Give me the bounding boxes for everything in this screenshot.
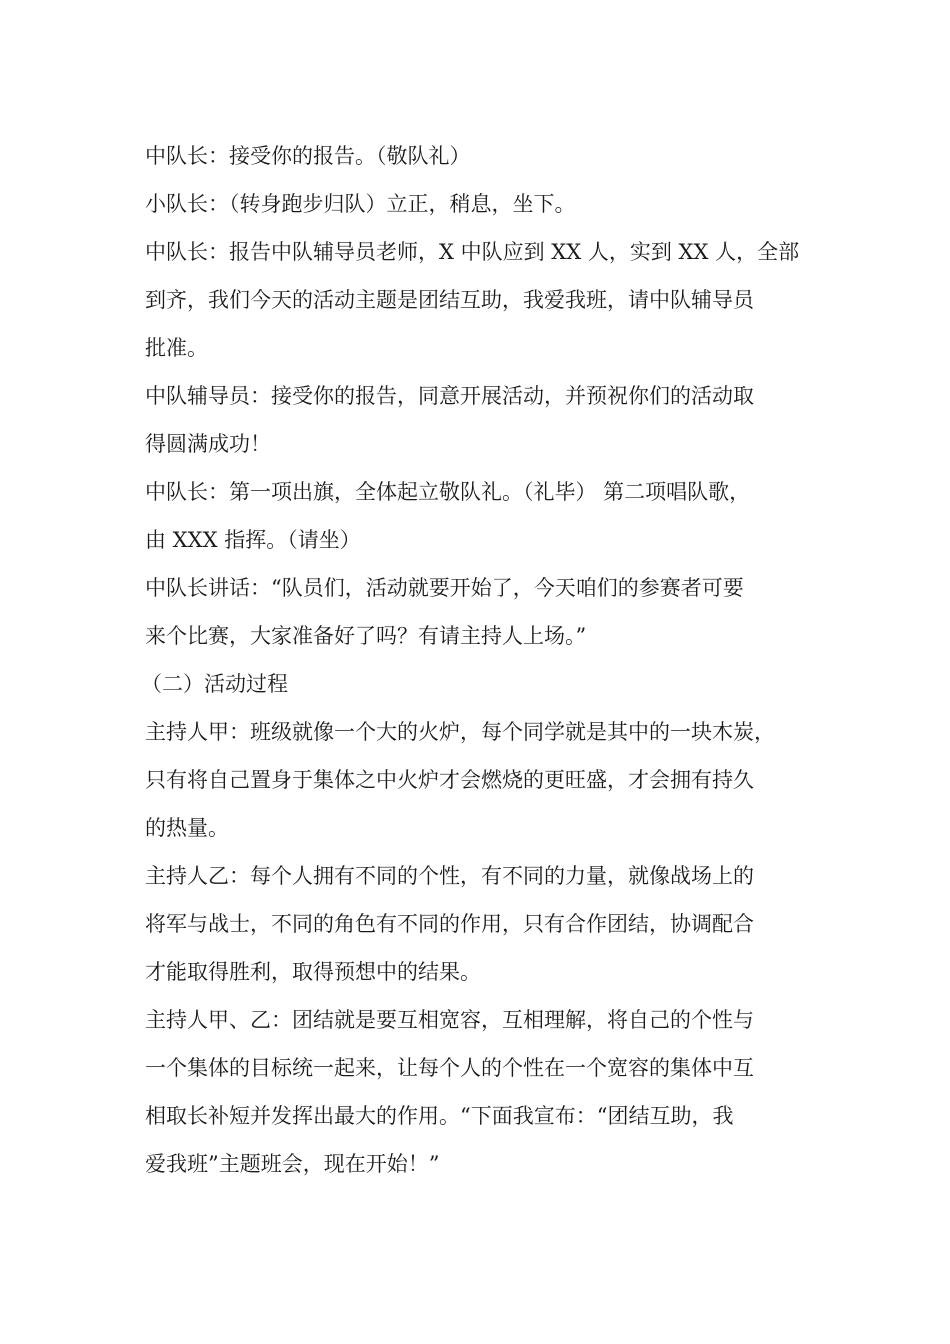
text-line: 将军与战士，不同的角色有不同的作用，只有合作团结，协调配合 [145,912,754,936]
text-line: 到齐，我们今天的活动主题是团结互助，我爱我班，请中队辅导员 [145,288,754,312]
text-line: 由 XXX 指挥。（请坐） [145,528,361,552]
text-line: 主持人乙：每个人拥有不同的个性，有不同的力量，就像战场上的 [145,864,754,888]
text-line: 只有将自己置身于集体之中火炉才会燃烧的更旺盛，才会拥有持久 [145,768,754,792]
text-line: 小队长：（转身跑步归队）立正，稍息，坐下。 [145,192,576,216]
text-line: 中队长：报告中队辅导员老师，X 中队应到 XX 人，实到 XX 人，全部 [145,240,800,264]
text-line: 中队长：接受你的报告。（敬队礼） [145,144,471,168]
text-line: 主持人甲：班级就像一个大的火炉，每个同学就是其中的一块木炭， [145,720,775,744]
text-line: 才能取得胜利，取得预想中的结果。 [145,960,481,984]
text-line: 中队长讲话：“队员们，活动就要开始了，今天咱们的参赛者可要 [145,576,744,600]
text-line: 爱我班”主题班会，现在开始！” [145,1152,440,1176]
text-line: 批准。 [145,336,208,360]
text-line: 一个集体的目标统一起来，让每个人的个性在一个宽容的集体中互 [145,1056,754,1080]
text-line: 中队辅导员：接受你的报告，同意开展活动，并预祝你们的活动取 [145,384,754,408]
text-line: 来个比赛，大家准备好了吗？有请主持人上场。” [145,624,587,648]
section-heading: （二）活动过程 [141,672,288,696]
text-line: 主持人甲、乙：团结就是要互相宽容，互相理解，将自己的个性与 [145,1008,754,1032]
text-line: 的热量。 [145,816,229,840]
text-line: 相取长补短并发挥出最大的作用。“下面我宣布：“团结互助，我 [145,1104,734,1128]
text-line: 中队长：第一项出旗，全体起立敬队礼。（礼毕） 第二项唱队歌， [145,480,751,504]
text-line: 得圆满成功！ [145,432,271,456]
document-body [141,132,825,1188]
